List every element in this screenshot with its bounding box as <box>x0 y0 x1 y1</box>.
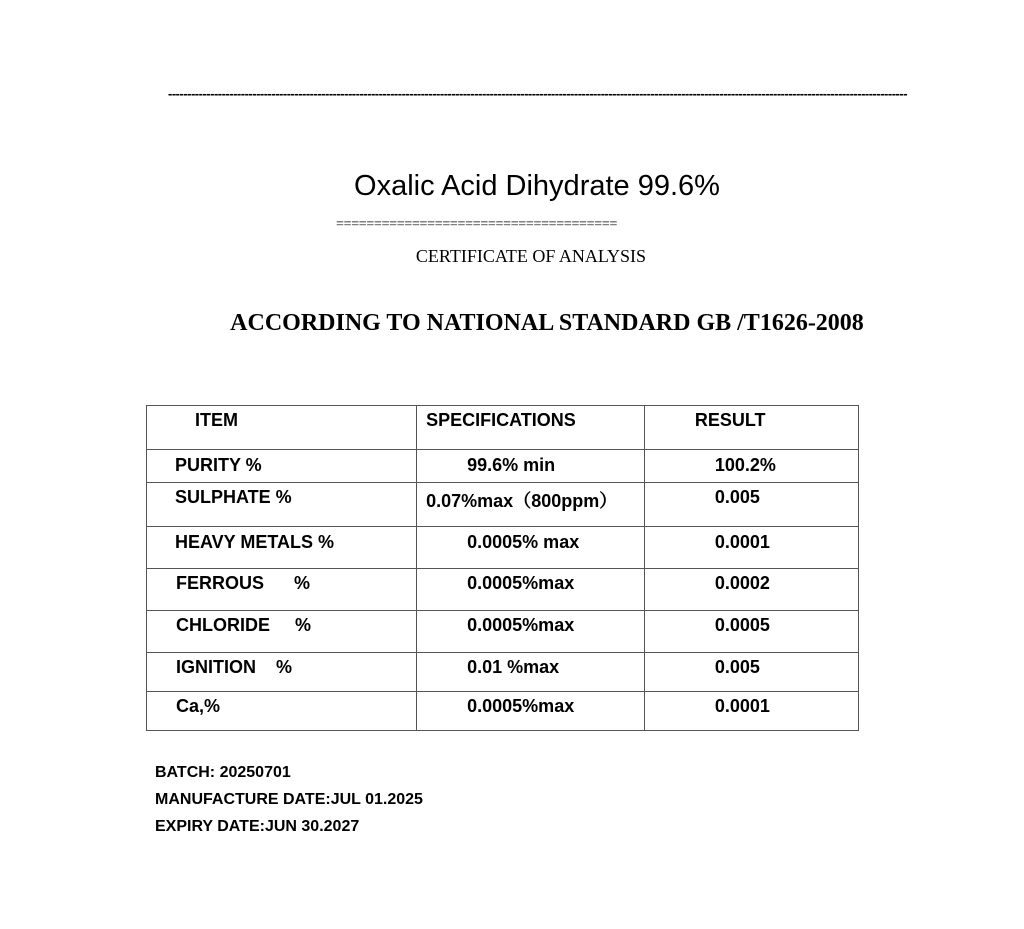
expiry-date: EXPIRY DATE:JUN 30.2027 <box>155 818 360 835</box>
result-cell: 0.0005 <box>644 611 858 653</box>
item-cell: HEAVY METALS % <box>147 527 417 569</box>
standard-heading: ACCORDING TO NATIONAL STANDARD GB /T1626-2008 <box>230 310 864 336</box>
item-cell: SULPHATE % <box>147 483 417 527</box>
result-cell: 100.2% <box>644 450 858 483</box>
item-cell: CHLORIDE % <box>147 611 417 653</box>
result-cell: 0.005 <box>644 483 858 527</box>
spec-cell: 0.0005% max <box>417 527 645 569</box>
top-dashed-rule: ------------------------------------------------------------------------------------------------------------------------------------------------------------------------------------------------- <box>168 86 908 101</box>
double-rule-separator: ===================================== <box>336 217 618 232</box>
spec-cell: 0.01 %max <box>417 653 645 692</box>
column-header-item: ITEM <box>147 406 417 450</box>
column-header-specifications: SPECIFICATIONS <box>417 406 645 450</box>
table-row <box>147 653 859 692</box>
product-title: Oxalic Acid Dihydrate 99.6% <box>354 170 720 202</box>
item-cell: FERROUS % <box>147 569 417 611</box>
result-cell: 0.005 <box>644 653 858 692</box>
certificate-label: CERTIFICATE OF ANALYSIS <box>415 246 647 266</box>
table-row <box>147 527 859 569</box>
table-header-row <box>147 406 859 450</box>
column-header-result: RESULT <box>644 406 858 450</box>
item-cell: PURITY % <box>147 450 417 483</box>
result-cell: 0.0001 <box>644 692 858 731</box>
table-row <box>147 692 859 731</box>
table-row <box>147 611 859 653</box>
result-cell: 0.0001 <box>644 527 858 569</box>
spec-cell: 0.07%max（800ppm） <box>417 483 645 527</box>
table-row <box>147 483 859 527</box>
analysis-table <box>146 405 859 731</box>
spec-cell: 0.0005%max <box>417 569 645 611</box>
table-row <box>147 569 859 611</box>
spec-cell: 0.0005%max <box>417 611 645 653</box>
manufacture-date: MANUFACTURE DATE:JUL 01.2025 <box>155 791 423 808</box>
spec-cell: 0.0005%max <box>417 692 645 731</box>
item-cell: IGNITION % <box>147 653 417 692</box>
batch-number: BATCH: 20250701 <box>155 764 291 781</box>
table-row <box>147 450 859 483</box>
result-cell: 0.0002 <box>644 569 858 611</box>
spec-cell: 99.6% min <box>417 450 645 483</box>
item-cell: Ca,% <box>147 692 417 731</box>
